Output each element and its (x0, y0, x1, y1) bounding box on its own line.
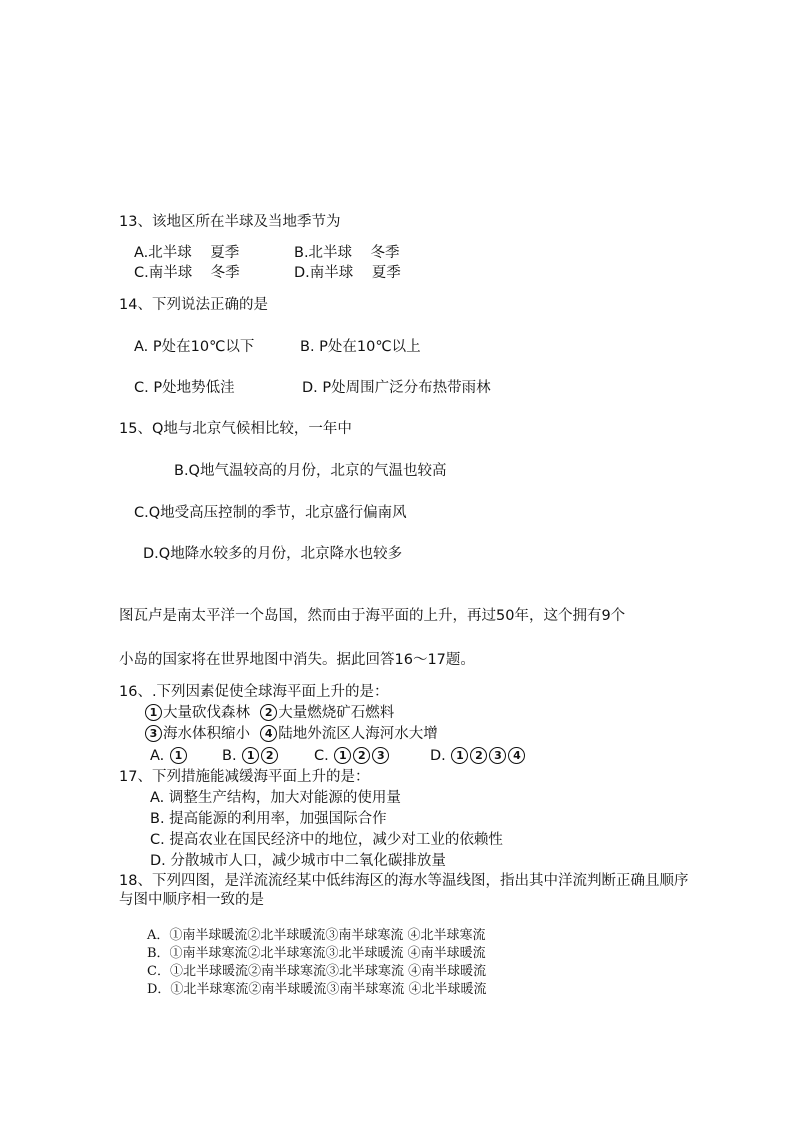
q16-item-2: 大量燃烧矿石燃料 (278, 705, 395, 721)
q13-option-d: D.南半球 夏季 (294, 265, 401, 281)
circled-number: 1 (334, 747, 351, 764)
q13-option-a: A.北半球 夏季 (134, 245, 240, 261)
q13-option-c: C.南半球 冬季 (134, 265, 240, 281)
passage-line-2: 小岛的国家将在世界地图中消失。据此回答16～17题。 (119, 652, 475, 668)
q16-item-3: 海水体积缩小 (163, 726, 250, 742)
q16-option-b (222, 746, 314, 766)
q16-option-c-label: C. (314, 748, 329, 764)
q16-option-b-label: B. (222, 748, 237, 764)
circled-number: 3 (489, 747, 506, 764)
q15-stem: 15、Q地与北京气候相比较，一年中 (119, 421, 352, 437)
q14-option-b: B. P处在10℃以上 (300, 339, 421, 355)
circled-number: 2 (353, 747, 370, 764)
q15-option-d: D.Q地降水较多的月份，北京降水也较多 (143, 546, 403, 562)
q18-stem-line-1: 18、下列四图，是洋流流经某中低纬海区的海水等温线图，指出其中洋流判断正确且顺序 (119, 873, 689, 889)
q14-option-c: C. P处地势低洼 (134, 380, 235, 396)
circled-number: 2 (260, 704, 277, 721)
q18-stem-line-2: 与图中顺序相一致的是 (119, 892, 264, 908)
q16-item-4: 陆地外流区人海河水大增 (278, 726, 438, 742)
q16-option-c (314, 746, 430, 766)
q17-option-c: C. 提高农业在国民经济中的地位，减少对工业的依赖性 (150, 832, 503, 848)
q16-stem: 16、.下列因素促使全球海平面上升的是： (119, 684, 389, 700)
q18-option-c: C．①北半球暖流②南半球寒流③北半球寒流 ④南半球暖流 (147, 964, 487, 979)
q14-stem: 14、下列说法正确的是 (119, 297, 268, 313)
q18-option-d: D．①北半球寒流②南半球暖流③南半球寒流 ④北半球暖流 (147, 982, 487, 997)
q16-items-row-2 (144, 724, 438, 744)
q14-option-d: D. P处周围广泛分布热带雨林 (302, 380, 491, 396)
circled-number: 4 (508, 747, 525, 764)
q18-option-b: B．①南半球寒流②北半球寒流③北半球暖流 ④南半球暖流 (147, 946, 486, 961)
q14-option-a: A. P处在10℃以下 (134, 339, 255, 355)
circled-number: 1 (451, 747, 468, 764)
q17-stem: 17、下列措施能减缓海平面上升的是： (119, 769, 370, 785)
circled-number: 2 (470, 747, 487, 764)
q13-option-b: B.北半球 冬季 (294, 245, 400, 261)
q16-option-d (430, 746, 526, 766)
circled-number: 1 (145, 704, 162, 721)
q16-item-1: 大量砍伐森林 (163, 705, 250, 721)
circled-number: 2 (261, 747, 278, 764)
q16-options (150, 746, 526, 766)
circled-number: 1 (170, 747, 187, 764)
q17-option-b: B. 提高能源的利用率，加强国际合作 (150, 811, 387, 827)
q16-option-d-label: D. (430, 748, 446, 764)
passage-line-1: 图瓦卢是南太平洋一个岛国，然而由于海平面的上升，再过50年，这个拥有9个 (119, 608, 626, 624)
q17-option-d: D. 分散城市人口，减少城市中二氧化碳排放量 (150, 853, 446, 869)
q17-option-a: A. 调整生产结构，加大对能源的使用量 (150, 790, 401, 806)
circled-number: 1 (242, 747, 259, 764)
circled-number: 4 (260, 725, 277, 742)
circled-number: 3 (145, 725, 162, 742)
circled-number: 3 (372, 747, 389, 764)
q16-option-a (150, 746, 222, 766)
q15-option-b: B.Q地气温较高的月份，北京的气温也较高 (174, 463, 447, 479)
q16-option-a-label: A. (150, 748, 165, 764)
q18-option-a: A．①南半球暖流②北半球暖流③南半球寒流 ④北半球寒流 (147, 928, 486, 943)
q13-stem: 13、该地区所在半球及当地季节为 (119, 214, 341, 230)
q15-option-c: C.Q地受高压控制的季节，北京盛行偏南风 (134, 505, 407, 521)
q16-items-row-1 (144, 703, 394, 723)
